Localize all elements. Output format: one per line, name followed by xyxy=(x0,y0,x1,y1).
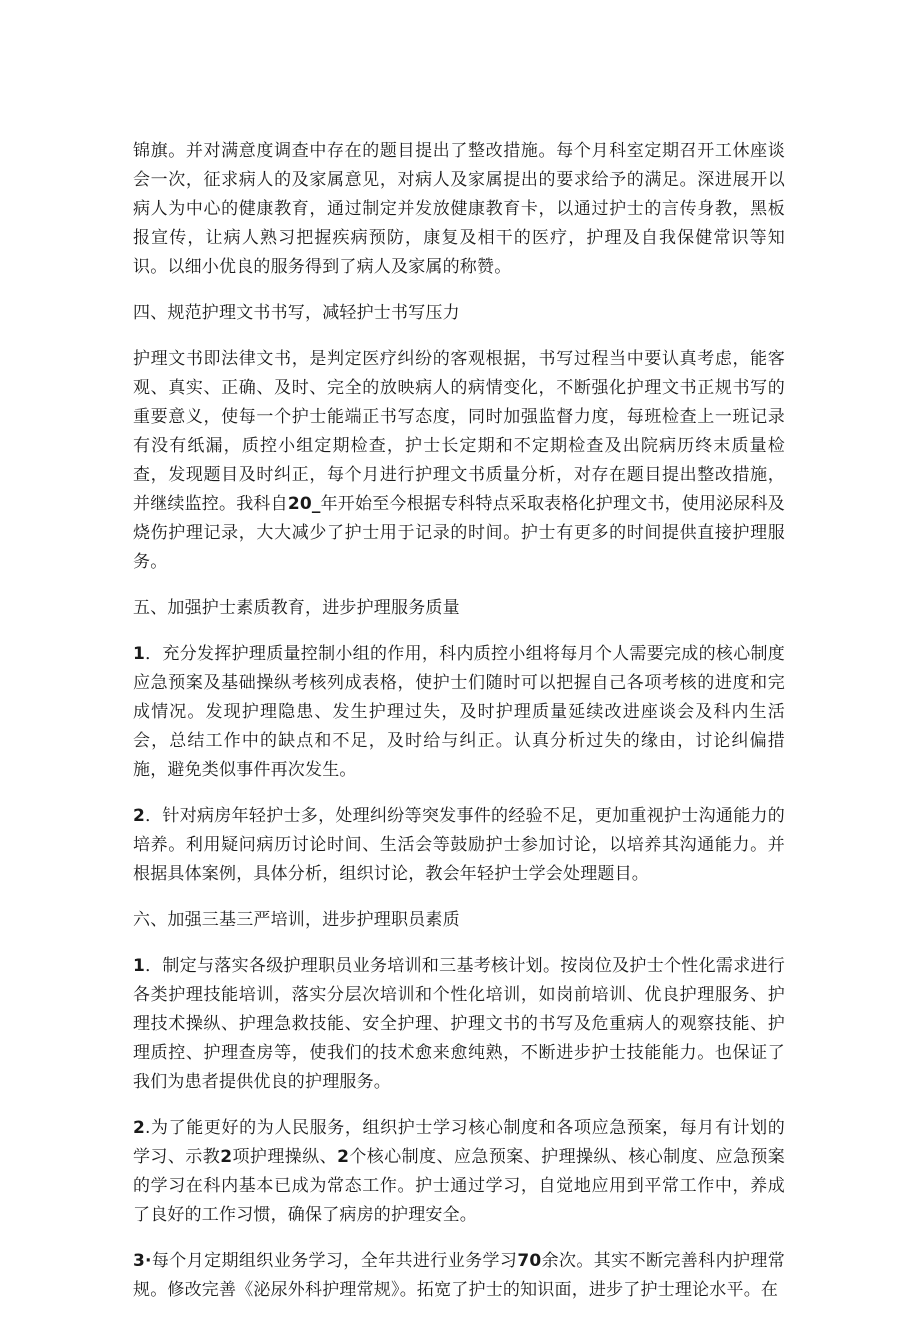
paragraph-nursing-documents xyxy=(133,345,785,577)
list-item-5-1 xyxy=(133,640,785,785)
paragraph-text: 余次。其实不断完善科内护理常规。修改完善《泌尿外科护理常规》。拓宽了护士的知识面，进步了护士理论水平。在 xyxy=(133,1251,785,1300)
paragraph-text: 护理文书即法律文书，是判定医疗纠纷的客观根据，书写过程当中要认真考虑，能客观、真实、正确、及时、完全的放映病人的病情变化，不断强化护理文书正规书写的重要意义，使每一个护士能端正书写态度，同时加强监督力度，每班检查上一班记录有没有纸漏，质控小组定期检查，护士长定期和不定期检查及出院病历终末质量检查，发现题目及时纠正，每个月进行护理文书质量分析，对存在题目提出整改措施，并继续监控。我科自 xyxy=(133,349,785,514)
section-heading-6 xyxy=(133,906,785,935)
item-number: 2 xyxy=(133,1118,146,1138)
item-number: 1 xyxy=(133,644,146,664)
document-body xyxy=(133,137,785,1322)
paragraph-text: 锦旗。并对满意度调查中存在的题目提出了整改措施。每个月科室定期召开工休座谈会一次，征求病人的及家属意见，对病人及家属提出的要求给予的满足。深进展开以病人为中心的健康教育，通过制定并发放健康教育卡，以通过护士的言传身教，黑板报宣传，让病人熟习把握疾病预防，康复及相干的医疗，护理及自我保健常识等知识。以细小优良的服务得到了病人及家属的称赞。 xyxy=(133,141,785,277)
count-value: 2 xyxy=(337,1147,350,1167)
count-value: 70 xyxy=(517,1251,542,1271)
item-number: 1 xyxy=(133,956,146,976)
paragraph-text: ．针对病房年轻护士多，处理纠纷等突发事件的经验不足，更加重视护士沟通能力的培养。利用疑问病历讨论时间、生活会等鼓励护士参加讨论，以培养其沟通能力。并根据具体案例，具体分析，组织讨论，教会年轻护士学会处理题目。 xyxy=(133,806,785,884)
heading-text: 五、加强护士素质教育，进步护理服务质量 xyxy=(133,598,460,618)
section-heading-4 xyxy=(133,299,785,328)
list-item-6-3 xyxy=(133,1247,785,1305)
item-number: 3· xyxy=(133,1251,152,1271)
paragraph-text: 年开始至今根据专科特点采取表格化护理文书，使用泌尿科及烧伤护理记录，大大减少了护士用于记录的时间。护士有更多的时间提供直接护理服务。 xyxy=(133,494,785,572)
paragraph-text: .为了能更好的为人民服务，组织护士学习核心制度和各项应急预案，每月有计划的学习、示教 xyxy=(133,1118,785,1167)
year-value: 20_ xyxy=(287,494,321,514)
item-number: 2 xyxy=(133,806,146,826)
list-item-6-2 xyxy=(133,1114,785,1230)
count-value: 2 xyxy=(220,1147,233,1167)
list-item-6-1 xyxy=(133,952,785,1097)
paragraph-text: ．制定与落实各级护理职员业务培训和三基考核计划。按岗位及护士个性化需求进行各类护理技能培训，落实分层次培训和个性化培训，如岗前培训、优良护理服务、护理技术操纵、护理急救技能、安全护理、护理文书的书写及危重病人的观察技能、护理质控、护理查房等，使我们的技术愈来愈纯熟，不断进步护士技能能力。也保证了我们为患者提供优良的护理服务。 xyxy=(133,956,785,1092)
heading-text: 四、规范护理文书书写，减轻护士书写压力 xyxy=(133,303,460,323)
section-heading-5 xyxy=(133,594,785,623)
paragraph-text: 每个月定期组织业务学习，全年共进行业务学习 xyxy=(151,1251,518,1271)
paragraph-text: ．充分发挥护理质量控制小组的作用，科内质控小组将每月个人需要完成的核心制度应急预案及基础操纵考核列成表格，使护士们随时可以把握自己各项考核的进度和完成情况。发现护理隐患、发生护理过失，及时护理质量延续改进座谈会及科内生活会，总结工作中的缺点和不足，及时给与纠正。认真分析过失的缘由，讨论纠偏措施，避免类似事件再次发生。 xyxy=(133,644,785,780)
paragraph-patient-satisfaction xyxy=(133,137,785,282)
paragraph-text: 项护理操纵、 xyxy=(232,1147,338,1167)
list-item-5-2 xyxy=(133,802,785,889)
paragraph-text: 个核心制度、应急预案、护理操纵、核心制度、应急预案的学习在科内基本已成为常态工作。护士通过学习，自觉地应用到平常工作中，养成了良好的工作习惯，确保了病房的护理安全。 xyxy=(133,1147,786,1225)
heading-text: 六、加强三基三严培训，进步护理职员素质 xyxy=(133,910,460,930)
